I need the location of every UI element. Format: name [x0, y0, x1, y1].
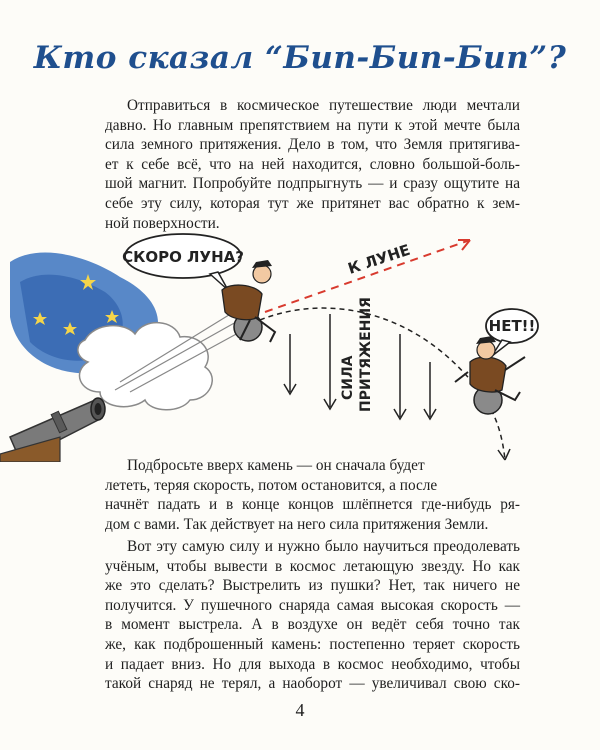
character-flying: [222, 260, 275, 342]
cannon: [0, 398, 105, 462]
text-line: учёным, чтобы вывести в космос летающую звезду. Но как: [105, 557, 520, 575]
page-title: Кто сказал “Бип-Бип-Бип”?: [33, 40, 567, 76]
text-line: ет к себе всё, что на ней находится, словно большой-боль-: [105, 155, 520, 173]
trajectory-path: [260, 308, 505, 460]
gravity-label: [340, 297, 374, 412]
speech-bubble-left: [122, 234, 244, 290]
text-line: давно. Но главным препятствием на пути к этой мечте была: [105, 116, 520, 134]
character-falling: [455, 336, 525, 414]
text-line: лететь, теряя скорость, потом остановится, а после: [105, 476, 438, 494]
text-line: и падает вниз. Но для выхода в космос необходимо, чтобы: [105, 655, 520, 673]
cannon-illustration: [0, 222, 600, 462]
page-number: 4: [295, 700, 305, 720]
text-line: же это сделать? Выстрелить из пушки? Нет, так ничего не: [105, 577, 520, 595]
cannon-paragraph: [105, 537, 520, 694]
text-line: себе эту силу, которая тут же притянет вас обратно к зем-: [105, 194, 520, 212]
bubble-text-left: СКОРО ЛУНА?: [122, 248, 244, 266]
text-line: дом с вами. Так действует на него сила притяжения Земли.: [105, 515, 489, 533]
gravity-label-line1: СИЛА: [340, 355, 356, 400]
intro-paragraph: [105, 96, 520, 233]
text-line: в момент выстрела. А в воздухе он ведёт себя точно так: [105, 616, 520, 634]
text-line: начнёт падать и в конце концов шлёпнется где-нибудь ря-: [105, 496, 520, 513]
text-line: Вот эту самую силу и нужно было научиться преодолевать: [127, 538, 520, 555]
stone-paragraph: [105, 456, 497, 495]
text-line: сила земного притяжения. Дело в том, что Земля притягива-: [105, 136, 520, 154]
text-line: ной поверхности.: [105, 214, 220, 232]
text-line: такой снаряд не терял, а наоборот — увеличивал свою ско-: [105, 675, 520, 693]
text-line: же, как подброшенный камень: постепенно теряет скорость: [105, 635, 520, 653]
text-line: Отправиться в космическое путешествие люди мечтали: [127, 97, 520, 114]
bubble-text-right: НЕТ!!: [488, 317, 536, 335]
text-line: шой магнит. Попробуйте подпрыгнуть — и сразу ощутите на: [105, 175, 520, 193]
moon-arrow-label: К ЛУНЕ: [345, 240, 413, 278]
stone-paragraph-cont: [105, 495, 520, 534]
gravity-label-line2: ПРИТЯЖЕНИЯ: [358, 297, 374, 412]
text-line: Подбросьте вверх камень — он сначала будет: [127, 457, 425, 474]
text-line: получится. У пушечного снаряда самая высокая скорость —: [105, 596, 520, 614]
